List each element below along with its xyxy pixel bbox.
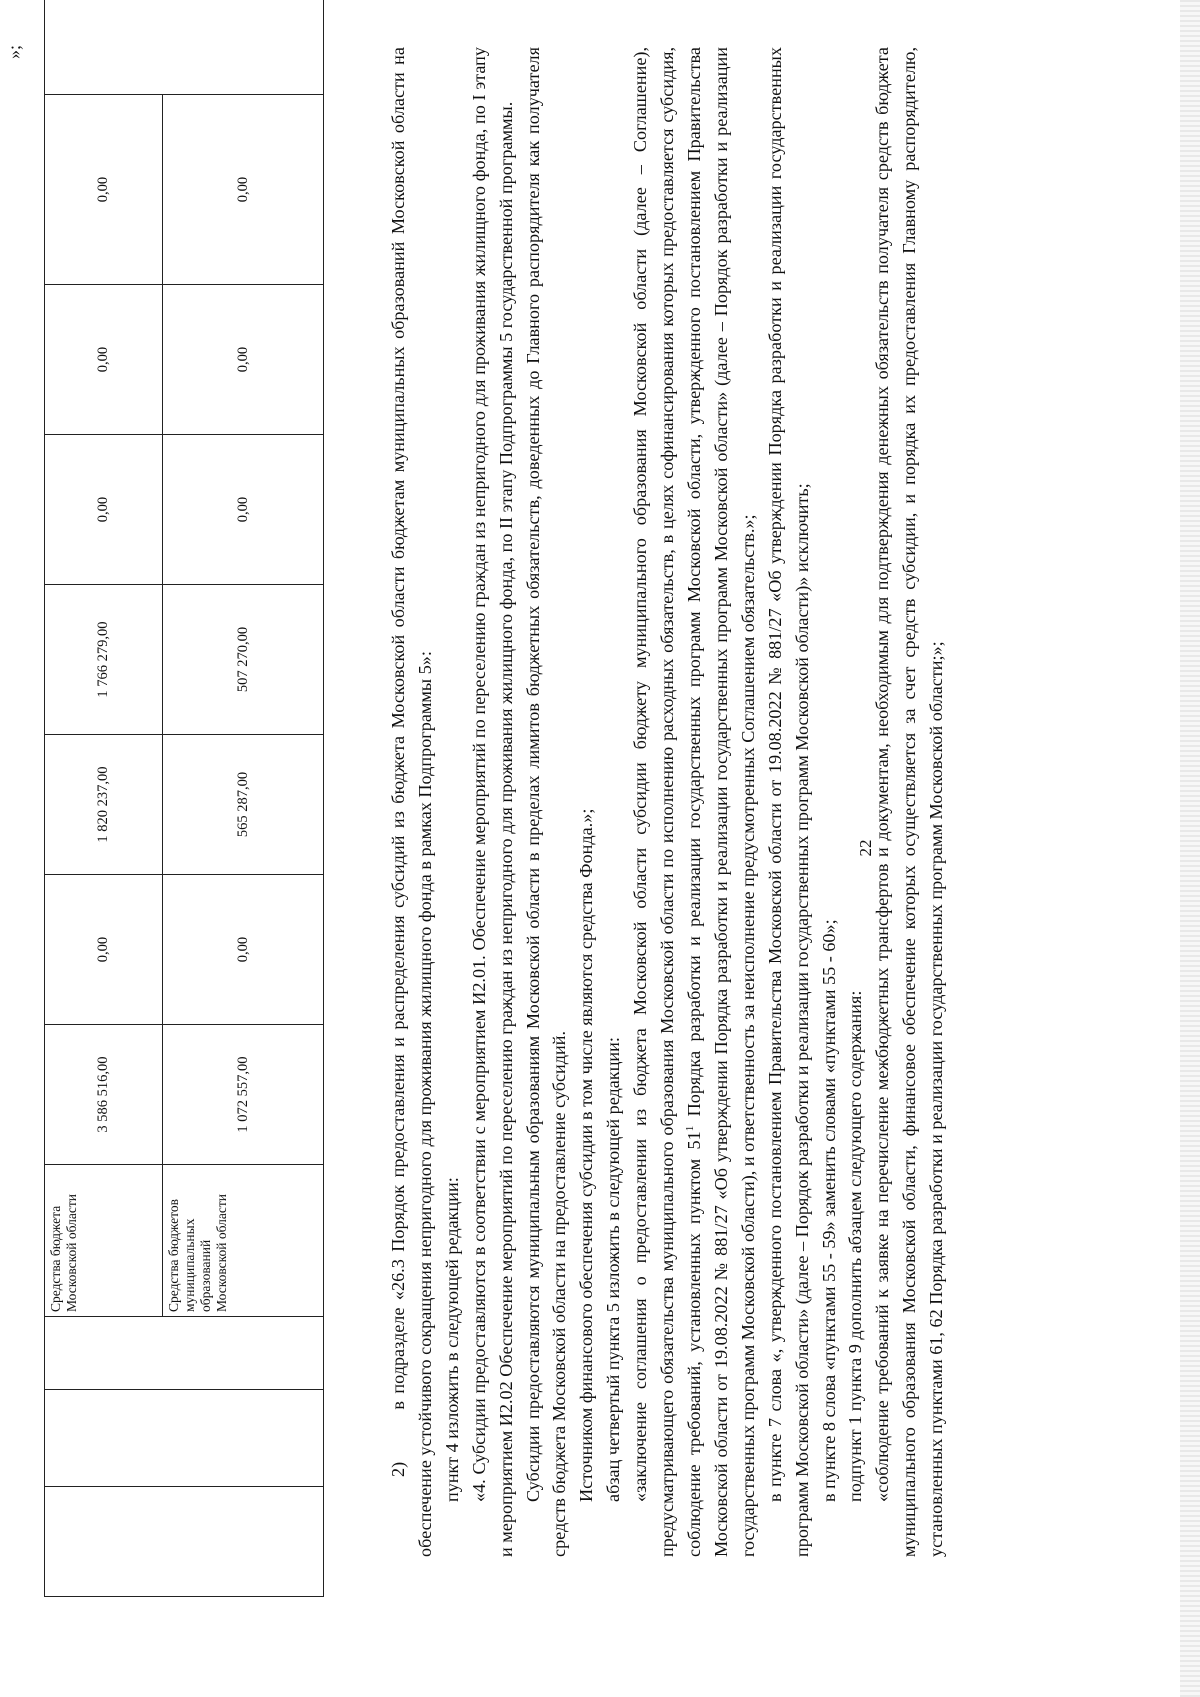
paragraph: Субсидии предоставляются муниципальным образованиям Московской области в пределах лимитов бюджетных обязательств, доведенных до Главного распорядителя как получателя средств бюджета Московской области на предоставление субсидий. — [522, 47, 570, 1557]
paragraph: 2) в подразделе «26.3 Порядок предоставления и распределения субсидий из бюджета Московской области бюджетам муниципальных образований Московской области на обеспечение устойчивого сокращения непригодного для проживания жилищного фонда в рамках Подпрограммы 5»: — [388, 47, 435, 1557]
table-cell-value: 0,00 — [163, 435, 324, 585]
paragraph: в пункте 7 слова «, утвержденного постановлением Правительства Московской области от 19.08.2022 № 881/27 «Об утверждении Порядка разработки и реализации государственных программ Московской области» (далее – Порядок разработки и реализации государственных программ Московской области)» исключить; — [764, 47, 812, 1557]
table-cell-value: 0,00 — [163, 875, 324, 1025]
paragraph-text: «заключение соглашения о предоставлении из бюджета Московской области субсидии бюджету муниципального образования Московской области (далее – Соглашение), предусматривающего обязательства муниципального образования Московской области по исполнению расходных обязательств, в целях софинансирования которых предоставляется субсидия, соблюдение требований, установленных пунктом 51 — [630, 47, 704, 1557]
table-cell-value: 0,00 — [45, 285, 163, 435]
table-cell-value: 1 766 279,00 — [45, 585, 163, 735]
table-cell-empty — [45, 1487, 324, 1597]
table-cell-value: 0,00 — [45, 875, 163, 1025]
table-cell-value: 0,00 — [163, 95, 324, 285]
table-cell-value: 507 270,00 — [163, 585, 324, 735]
table-cell-value: 0,00 — [163, 285, 324, 435]
superscript: 1 — [683, 1125, 696, 1132]
page-number: 22 — [856, 839, 875, 857]
paragraph: «4. Субсидии предоставляются в соответствии с мероприятием И2.01. Обеспечение мероприятий по переселению граждан из непригодного для проживания жилищного фонда, по I этапу и мероприятием И2.02 Обеспечение мероприятий по переселению граждан из непригодного для проживания жилищного фонда, по II этапу Подпрограммы 5 государственной программы. — [468, 47, 516, 1557]
body-text — [385, 47, 950, 1557]
subsidy-table — [44, 0, 324, 1597]
paragraph: пункт 4 изложить в следующей редакции: — [441, 1177, 462, 1502]
paragraph: в пункте 8 слова «пунктами 55 - 59» заменить словами «пунктами 55 - 60»; — [818, 919, 839, 1502]
table-cell-empty — [45, 1317, 324, 1390]
row-label: Средства бюджета Московской области — [45, 1165, 163, 1317]
table-closing-mark: »; — [4, 44, 24, 59]
paragraph-text: Порядка разработки и реализации государственных программ Московской области, утвержденного постановлением Правительства Московской области от 19.08.2022 № 881/27 «Об утверждении Порядка разработки и реализации государственных программ Московской области» (далее – Порядок разработки и реализации государственных программ Московской области), и ответственность за неисполнение предусмотренных Соглашением обязательств.»; — [683, 47, 758, 1557]
paragraph — [627, 47, 762, 1557]
table-cell-value: 0,00 — [45, 435, 163, 585]
paragraph: подпункт 1 пункта 9 дополнить абзацем следующего содержания: — [845, 990, 866, 1502]
paragraph: «соблюдение требований к заявке на перечисление межбюджетных трансфертов и документам, необходимым для подтверждения денежных обязательств получателя средств бюджета муниципального образования Московской области, финансовое обеспечение которых осуществляется за счет средств субсидии, и порядка их предоставления Главному распорядителю, установленных пунктами 61, 62 Порядка разработки и реализации государственных программ Московской области;»; — [872, 47, 947, 1557]
row-label: Средства бюджетов муниципальных образований Московской области — [163, 1165, 324, 1317]
table-cell-empty — [45, 1390, 324, 1487]
table-cell-value: 3 586 516,00 — [45, 1025, 163, 1165]
table-cell-value: 565 287,00 — [163, 735, 324, 875]
table-row — [45, 0, 163, 1597]
table-cell-value: 1 072 557,00 — [163, 1025, 324, 1165]
table-cell-value: 0,00 — [45, 95, 163, 285]
scan-edge — [1180, 0, 1200, 1697]
table-cell-empty — [45, 0, 324, 95]
paragraph: абзац четвертый пункта 5 изложить в следующей редакции: — [603, 1037, 624, 1502]
table-cell-value: 1 820 237,00 — [45, 735, 163, 875]
paragraph: Источником финансового обеспечения субсидии в том числе являются средства Фонда.»; — [576, 808, 597, 1502]
